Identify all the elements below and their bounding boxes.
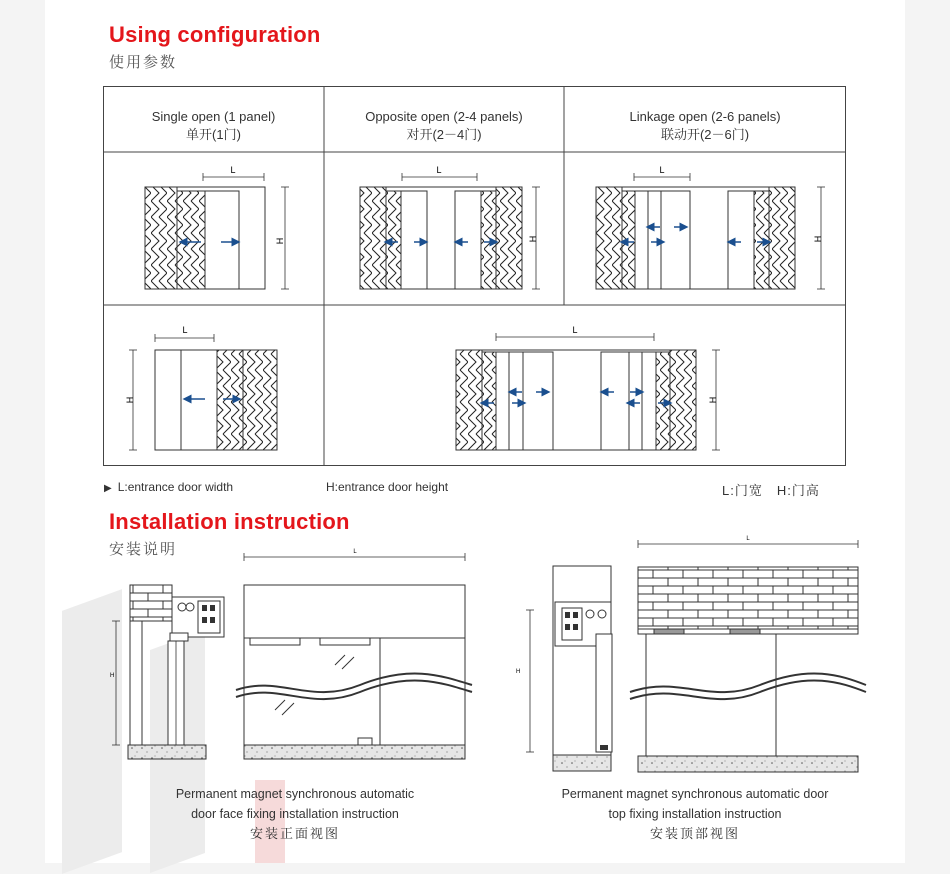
dim-label-h: H — [125, 396, 135, 404]
caption-face-fixing — [110, 784, 480, 844]
dim-label-l: L — [353, 549, 357, 555]
cell-title-cn: 联动开(2－6门) — [660, 127, 750, 142]
section-title-configuration: Using configuration — [109, 22, 321, 47]
dim-label-h: H — [275, 237, 285, 245]
dim-label-l: L — [659, 165, 665, 175]
section-subtitle-installation: 安装说明 — [109, 541, 178, 558]
legend-width-text: L:entrance door width — [117, 480, 234, 494]
dim-label-h: H — [110, 673, 115, 679]
caption-line: Permanent magnet synchronous automatic door — [561, 787, 829, 801]
dim-label-h: H — [528, 235, 538, 243]
drawing-face-fixing — [110, 545, 470, 765]
cell-title-cn: 单开(1门) — [186, 127, 241, 142]
dim-label-l: L — [746, 536, 750, 542]
dim-label-h: H — [708, 396, 718, 404]
cell-title-en: Single open (1 panel) — [151, 109, 276, 124]
section-subtitle-configuration: 使用参数 — [109, 54, 178, 71]
legend-height: H:entrance door height — [326, 480, 449, 494]
cell-linkage-open-title — [564, 108, 846, 144]
dim-label-h: H — [516, 669, 521, 675]
legend-width — [104, 480, 233, 494]
dim-label-h: H — [813, 235, 823, 243]
caption-line: Permanent magnet synchronous automatic — [175, 787, 415, 801]
caption-cn: 安装顶部视图 — [649, 826, 740, 841]
dim-label-l: L — [436, 165, 442, 175]
caption-cn: 安装正面视图 — [249, 826, 340, 841]
diagram-linkage-double — [324, 306, 846, 466]
legend-cn: L:门宽 H:门高 — [722, 483, 820, 498]
caption-line: door face fixing installation instruction — [191, 807, 399, 821]
drawing-top-fixing — [510, 530, 870, 760]
cell-title-en: Opposite open (2-4 panels) — [365, 109, 523, 124]
cell-single-open-title — [103, 108, 324, 144]
diagram-single-open-mirrored — [103, 306, 324, 466]
cell-opposite-open-title — [324, 108, 564, 144]
dim-label-l: L — [572, 325, 578, 335]
diagram-single-open — [103, 153, 324, 303]
cell-title-en: Linkage open (2-6 panels) — [629, 109, 781, 124]
section-title-installation: Installation instruction — [109, 509, 350, 534]
caption-line: top fixing installation instruction — [608, 807, 782, 821]
legend-marker-icon: ▶ — [104, 483, 112, 494]
cell-title-cn: 对开(2－4门) — [406, 127, 482, 142]
diagram-opposite-open — [324, 153, 564, 303]
dim-label-l: L — [230, 165, 236, 175]
caption-top-fixing — [510, 784, 880, 844]
diagram-linkage-open — [564, 153, 846, 303]
dim-label-l: L — [182, 325, 188, 335]
